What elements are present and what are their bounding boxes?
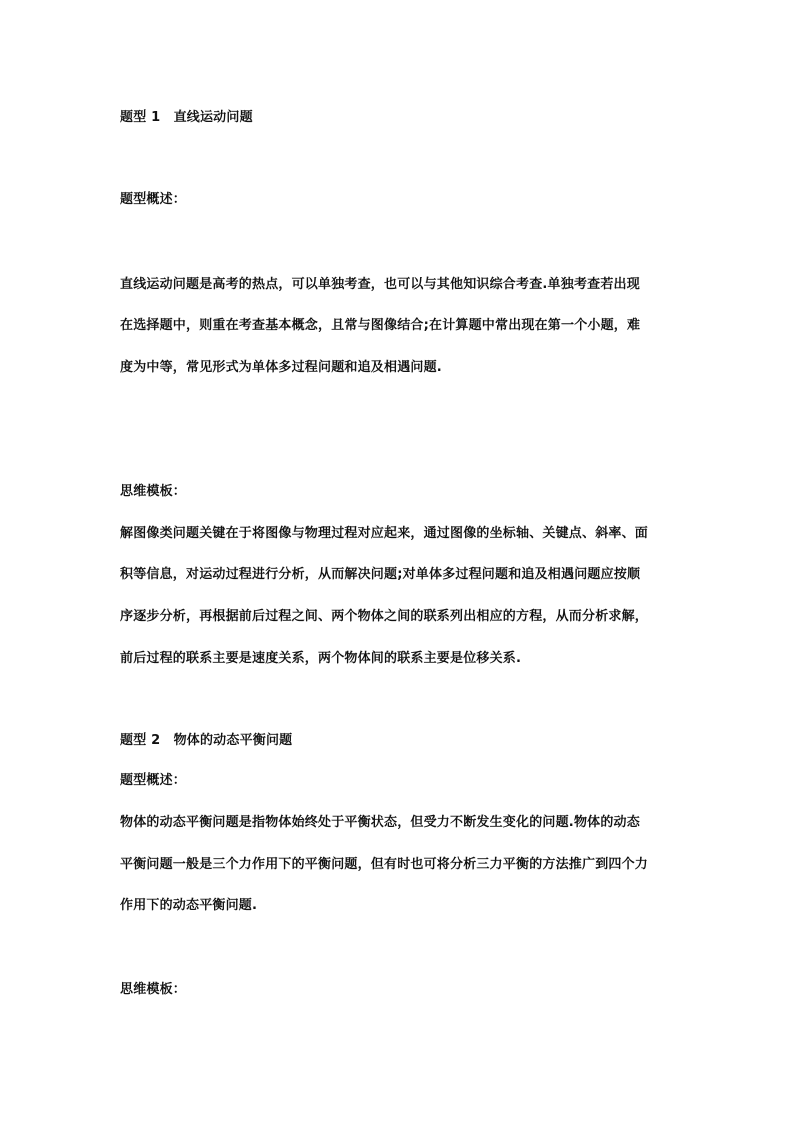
section1-template-line-3: 序逐步分析，再根据前后过程之间、两个物体之间的联系列出相应的方程，从而分析求解， xyxy=(120,609,649,624)
section1-heading: 题型 1 直线运动问题 xyxy=(120,110,253,125)
section2-overview-label: 题型概述： xyxy=(120,773,187,788)
section1-overview-line-1: 直线运动问题是高考的热点，可以单独考查，也可以与其他知识综合考查.单独考查若出现 xyxy=(120,277,640,292)
section1-template-line-2: 积等信息，对运动过程进行分析，从而解决问题;对单体多过程问题和追及相遇问题应按顺 xyxy=(120,567,641,582)
section1-template-line-4: 前后过程的联系主要是速度关系，两个物体间的联系主要是位移关系. xyxy=(120,651,522,666)
section1-overview-line-3: 度为中等，常见形式为单体多过程问题和追及相遇问题. xyxy=(120,360,442,375)
section1-template-line-1: 解图像类问题关键在于将图像与物理过程对应起来，通过图像的坐标轴、关键点、斜率、面 xyxy=(120,526,649,541)
section1-template-label: 思维模板： xyxy=(120,484,187,499)
section2-template-label: 思维模板： xyxy=(120,982,187,997)
section2-overview-line-3: 作用下的动态平衡问题. xyxy=(120,898,258,913)
section2-heading: 题型 2 物体的动态平衡问题 xyxy=(120,733,293,748)
section2-overview-line-1: 物体的动态平衡问题是指物体始终处于平衡状态，但受力不断发生变化的问题.物体的动态 xyxy=(120,815,640,830)
section1-overview-label: 题型概述： xyxy=(120,192,187,207)
section2-overview-line-2: 平衡问题一般是三个力作用下的平衡问题，但有时也可将分析三力平衡的方法推广到四个力 xyxy=(120,857,649,872)
section1-overview-line-2: 在选择题中，则重在考查基本概念，且常与图像结合;在计算题中常出现在第一个小题，难 xyxy=(120,318,641,333)
